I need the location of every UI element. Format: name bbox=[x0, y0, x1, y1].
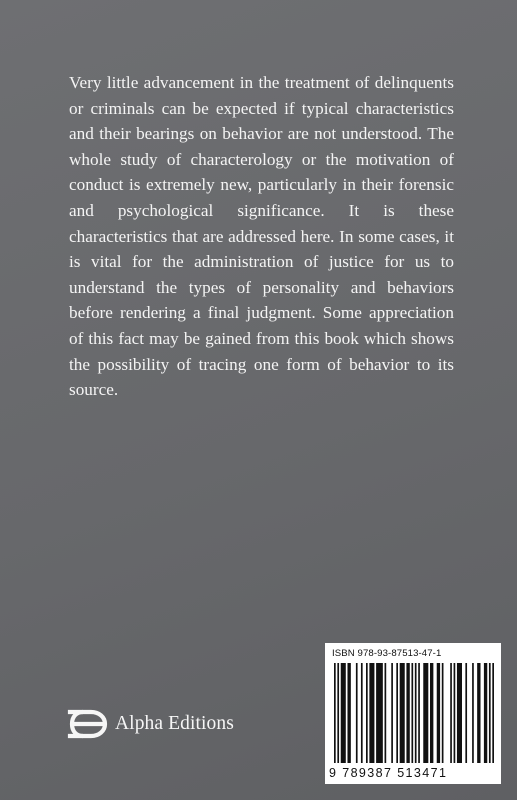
publisher-mark bbox=[67, 707, 234, 741]
barcode-bar bbox=[457, 663, 462, 763]
barcode-bar bbox=[411, 663, 413, 763]
isbn-label: ISBN 978-93-87513-47-1 bbox=[332, 648, 442, 659]
barcode-bar bbox=[489, 663, 491, 763]
barcode-bar bbox=[369, 663, 374, 763]
barcode-bar bbox=[454, 663, 456, 763]
barcode-bar bbox=[356, 663, 358, 763]
barcode-bar bbox=[442, 663, 444, 763]
isbn-barcode-panel bbox=[325, 643, 501, 784]
barcode-bar bbox=[385, 663, 387, 763]
barcode-bar bbox=[484, 663, 487, 763]
barcode-bar bbox=[361, 663, 363, 763]
barcode-bar bbox=[465, 663, 467, 763]
barcode-bar bbox=[477, 663, 480, 763]
barcode-bar bbox=[492, 663, 494, 763]
barcode-bar bbox=[337, 663, 339, 763]
barcode-bar bbox=[406, 663, 409, 763]
barcode-bar bbox=[430, 663, 433, 763]
barcode-bar bbox=[347, 663, 350, 763]
barcode-bar bbox=[334, 663, 336, 763]
barcode-bar bbox=[450, 663, 452, 763]
barcode-bar bbox=[437, 663, 440, 763]
ae-ligature-logo-icon bbox=[67, 707, 109, 741]
barcode-digits: 9 789387 513471 bbox=[329, 766, 448, 780]
barcode-bar bbox=[400, 663, 405, 763]
barcode-bar bbox=[341, 663, 346, 763]
barcode-bar bbox=[423, 663, 428, 763]
barcode-bar bbox=[418, 663, 420, 763]
barcode-bar bbox=[472, 663, 474, 763]
blurb-text: Very little advancement in the treatment of delinquents or criminals can be expected if typical characteristics and their bearings on behavior are not understood. The whole study of characterology or the motivation of conduct is extremely new, particularly in their forensic and psychological significance. It is these characteristics that are addressed here. In some cases, it is vital for the administration of justice for us to understand the types of personality and behaviors before rendering a final judgment. Some appreciation of this fact may be gained from this book which shows the possibility of tracing one form of behavior to its source. bbox=[69, 73, 454, 400]
barcode-bar bbox=[415, 663, 417, 763]
barcode-bar bbox=[376, 663, 383, 763]
barcode-graphic bbox=[334, 663, 494, 763]
barcode-bar bbox=[391, 663, 393, 763]
publisher-name: Alpha Editions bbox=[115, 713, 234, 734]
barcode-bar bbox=[396, 663, 398, 763]
barcode-bar bbox=[366, 663, 368, 763]
